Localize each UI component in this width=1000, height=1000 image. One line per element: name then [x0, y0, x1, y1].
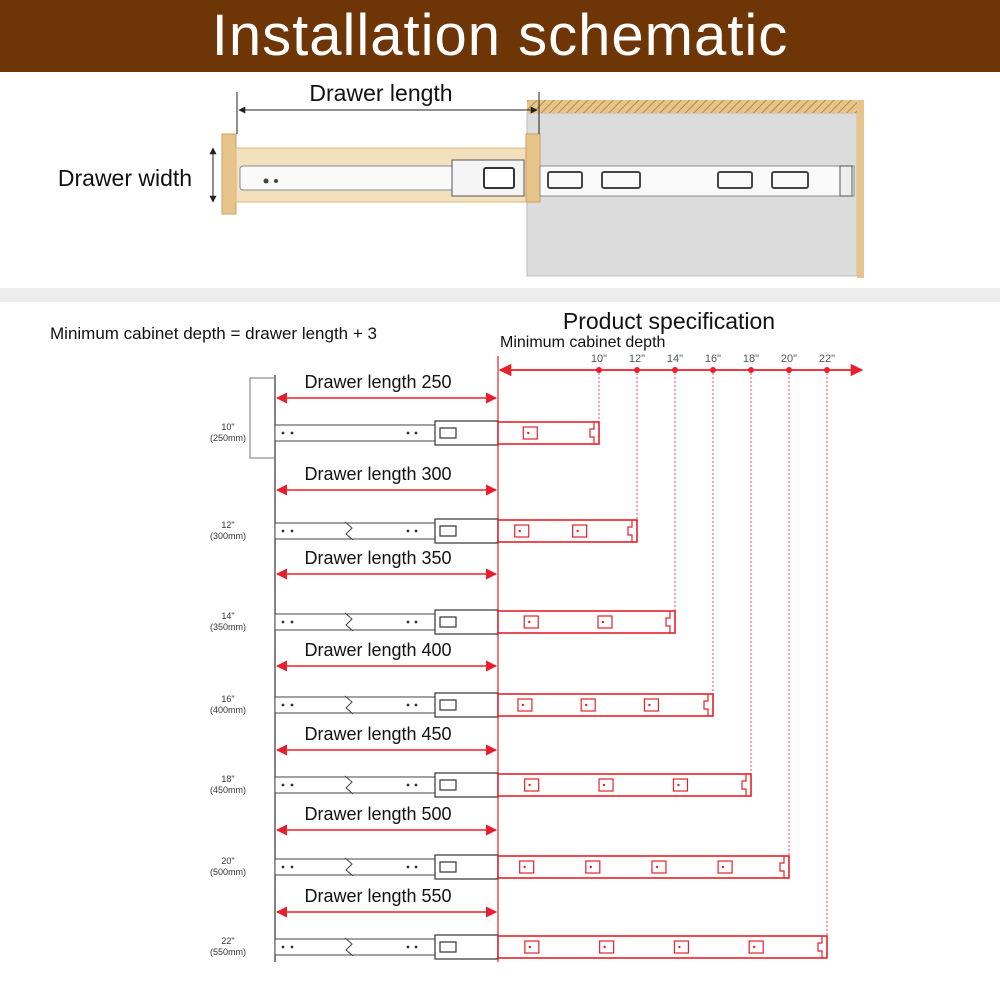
rail-hole	[407, 866, 410, 869]
outer-rail	[498, 422, 599, 444]
cabinet-slide-rail	[540, 166, 854, 196]
rail-hole	[415, 866, 418, 869]
rail-hole	[291, 784, 294, 787]
inner-rail	[275, 425, 435, 441]
spec-row	[210, 464, 637, 543]
depth-tick-label: 10"	[590, 353, 608, 365]
drawer-length-label: Drawer length 400	[304, 640, 452, 660]
drawer-length-label: Drawer length 450	[304, 724, 452, 744]
rail-hole	[282, 432, 285, 435]
depth-tick-label: 18"	[742, 353, 760, 365]
depth-tick-dot	[710, 367, 716, 373]
mounting-hole	[753, 946, 755, 948]
size-mm-label: (300mm)	[209, 531, 247, 541]
mounting-hole	[529, 946, 531, 948]
rail-hole	[407, 621, 410, 624]
rail-hole	[282, 704, 285, 707]
rail-hole	[282, 866, 285, 869]
spec-row	[210, 640, 713, 717]
size-inch-label: 18"	[221, 774, 235, 784]
size-inch-label: 10"	[221, 422, 235, 432]
spec-row	[210, 724, 751, 797]
mounting-hole	[677, 784, 679, 786]
rail-hole	[291, 621, 294, 624]
rail-hole	[274, 179, 278, 183]
rail-hole	[291, 866, 294, 869]
drawer-front-board	[222, 134, 236, 214]
rail-hole	[415, 704, 418, 707]
intermediate-rail	[435, 421, 498, 445]
rail-hole	[407, 704, 410, 707]
depth-tick-dot	[634, 367, 640, 373]
size-mm-label: (250mm)	[209, 433, 247, 443]
outer-rail	[498, 694, 713, 716]
spec-row	[210, 372, 599, 445]
inner-rail	[275, 777, 435, 793]
drawer-slide-rail	[240, 166, 460, 190]
depth-formula: Minimum cabinet depth = drawer length + 3	[50, 324, 377, 343]
cabinet-top-board	[527, 100, 863, 113]
mounting-hole	[602, 621, 604, 623]
page-title: Installation schematic	[211, 3, 789, 68]
mounting-hole	[603, 946, 605, 948]
rail-hole	[291, 530, 294, 533]
drawer-width-label: Drawer width	[57, 165, 193, 191]
rail-hole	[415, 621, 418, 624]
mounting-hole	[519, 530, 521, 532]
intermediate-rail	[435, 935, 498, 959]
drawer-length-label: Drawer length 250	[304, 372, 452, 392]
depth-tick-label: 16"	[704, 353, 722, 365]
intermediate-rail	[435, 693, 498, 717]
depth-tick-dot	[748, 367, 754, 373]
rail-end-stop	[840, 166, 852, 196]
mounting-hole	[576, 530, 578, 532]
depth-ticks	[591, 353, 835, 937]
mounting-hole	[522, 704, 524, 706]
mounting-hole	[527, 432, 529, 434]
drawer-length-label: Drawer length 500	[304, 804, 452, 824]
intermediate-rail	[435, 519, 498, 543]
inner-rail	[275, 614, 435, 630]
size-inch-label: 20"	[221, 856, 235, 866]
rail-hole	[291, 946, 294, 949]
inner-rail	[275, 697, 435, 713]
depth-tick-dot	[824, 367, 830, 373]
outer-rail	[498, 856, 789, 878]
rail-hole	[291, 704, 294, 707]
drawer-back-board	[526, 134, 540, 202]
rail-hole	[415, 784, 418, 787]
size-mm-label: (550mm)	[209, 947, 247, 957]
drawer-length-label: Drawer length 350	[304, 548, 452, 568]
drawer-length-label: Drawer length	[309, 80, 453, 106]
spec-row	[210, 886, 827, 959]
mounting-hole	[523, 866, 525, 868]
depth-tick-label: 14"	[666, 353, 684, 365]
depth-tick-label: 22"	[818, 353, 836, 365]
rail-hole	[264, 179, 269, 184]
spec-title: Product specification	[562, 308, 776, 334]
rail-hole	[407, 946, 410, 949]
inner-rail	[275, 523, 435, 539]
size-mm-label: (400mm)	[209, 705, 247, 715]
size-mm-label: (450mm)	[209, 785, 247, 795]
depth-tick-dot	[596, 367, 602, 373]
rail-hole	[407, 432, 410, 435]
cabinet-side-board	[857, 100, 864, 278]
mounting-hole	[585, 704, 587, 706]
outer-rail	[498, 936, 827, 958]
depth-tick-dot	[786, 367, 792, 373]
size-inch-label: 12"	[221, 520, 235, 530]
rail-hole	[415, 432, 418, 435]
rail-hole	[291, 432, 294, 435]
rail-hole	[415, 530, 418, 533]
intermediate-rail	[435, 610, 498, 634]
rail-hole	[407, 530, 410, 533]
outer-rail	[498, 774, 751, 796]
size-inch-label: 14"	[221, 611, 235, 621]
rail-hole	[407, 784, 410, 787]
drawer-length-label: Drawer length 300	[304, 464, 452, 484]
mounting-hole	[648, 704, 650, 706]
rail-hole	[282, 621, 285, 624]
size-mm-label: (500mm)	[209, 867, 247, 877]
spec-row	[210, 804, 789, 879]
inner-rail	[275, 939, 435, 955]
depth-tick-label: 12"	[628, 353, 646, 365]
drawer-length-label: Drawer length 550	[304, 886, 452, 906]
depth-tick-label: 20"	[780, 353, 798, 365]
top-schematic	[58, 80, 864, 278]
min-depth-label: Minimum cabinet depth	[500, 334, 666, 351]
size-inch-label: 22"	[221, 936, 235, 946]
intermediate-rail	[435, 773, 498, 797]
mounting-hole	[656, 866, 658, 868]
depth-tick-dot	[672, 367, 678, 373]
mounting-hole	[678, 946, 680, 948]
slide-lock	[484, 168, 514, 188]
size-mm-label: (350mm)	[209, 622, 247, 632]
mounting-hole	[528, 784, 530, 786]
rail-hole	[282, 530, 285, 533]
size-inch-label: 16"	[221, 694, 235, 704]
spec-rows	[210, 372, 827, 959]
mounting-hole	[528, 621, 530, 623]
spec-row	[210, 548, 675, 634]
mounting-hole	[722, 866, 724, 868]
rail-hole	[282, 784, 285, 787]
row1-bracket	[250, 378, 275, 458]
mounting-hole	[590, 866, 592, 868]
intermediate-rail	[435, 855, 498, 879]
rail-hole	[415, 946, 418, 949]
rail-hole	[282, 946, 285, 949]
mounting-hole	[603, 784, 605, 786]
inner-rail	[275, 859, 435, 875]
